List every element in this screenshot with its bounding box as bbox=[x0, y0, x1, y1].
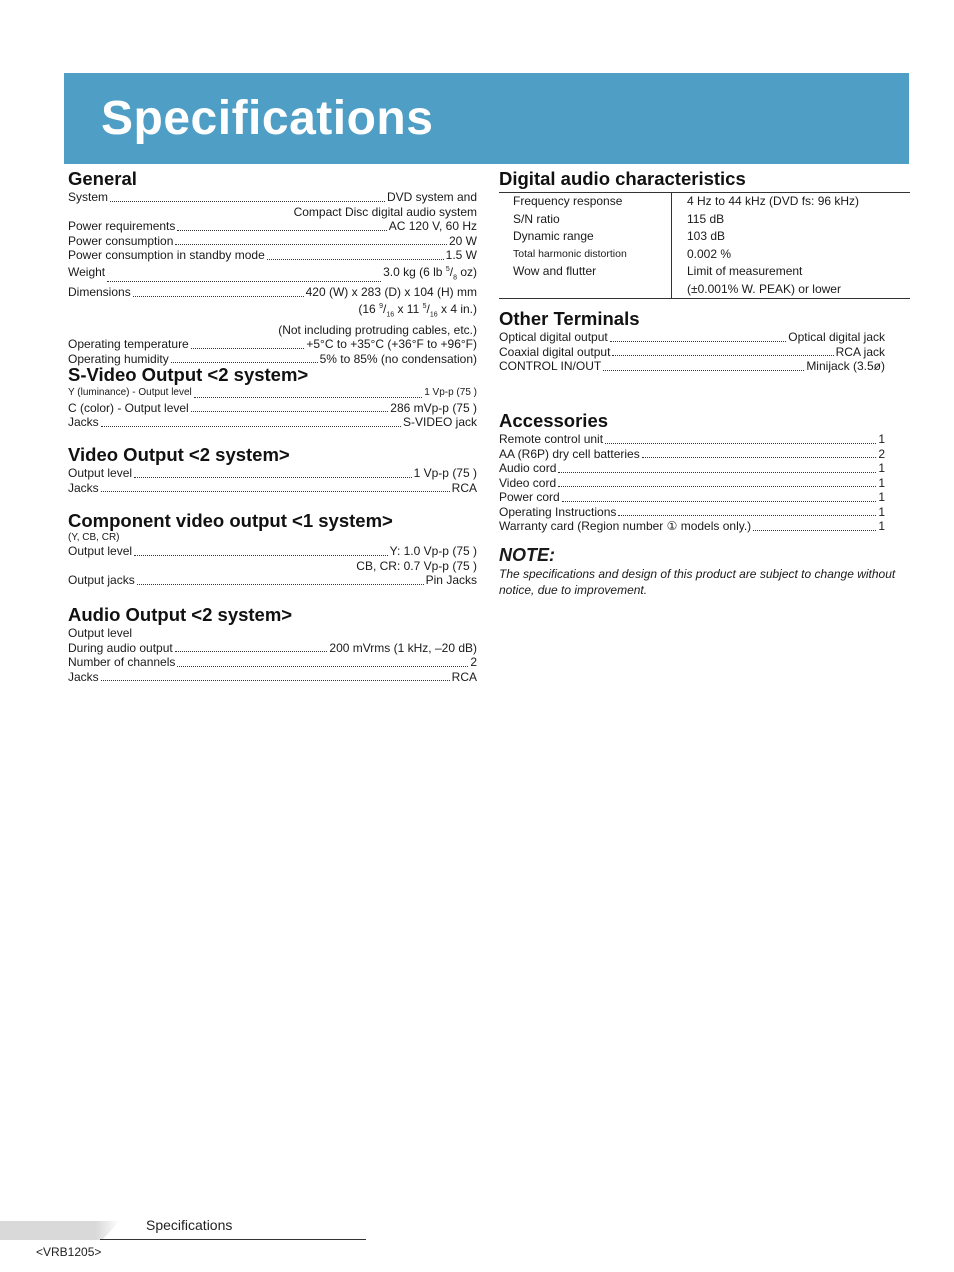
leader-dots bbox=[134, 477, 412, 478]
footer-rule bbox=[100, 1239, 366, 1240]
spec-value: RCA bbox=[451, 669, 477, 684]
spec-value: 5% to 85% (no condensation) bbox=[319, 351, 477, 366]
spec-label: During audio output bbox=[68, 640, 173, 655]
spec-label: Power consumption bbox=[68, 233, 174, 248]
spec-value: 1 Vp-p (75 ) bbox=[413, 466, 477, 480]
table-row bbox=[499, 193, 910, 211]
leader-dots bbox=[610, 341, 787, 342]
leader-dots bbox=[605, 443, 876, 444]
spec-label: Operating Instructions bbox=[499, 504, 617, 519]
table-label bbox=[499, 281, 672, 299]
fraction-den: 8 bbox=[453, 273, 457, 281]
spec-label: Power cord bbox=[499, 490, 560, 504]
leader-dots bbox=[133, 296, 304, 297]
spec-label: Optical digital output bbox=[499, 330, 608, 344]
spec-row bbox=[68, 234, 477, 249]
leader-dots bbox=[642, 457, 877, 458]
spec-value: 3.0 kg (6 lb $^5/_8$ oz) bbox=[383, 264, 477, 281]
leader-dots bbox=[175, 244, 447, 245]
spec-label: Power requirements bbox=[68, 219, 176, 233]
spec-label: Audio cord bbox=[499, 461, 557, 475]
spec-value: 20 W bbox=[448, 233, 477, 248]
component-sub: (Y, CB, CR) bbox=[68, 532, 120, 543]
dim-part: (16 bbox=[358, 301, 376, 316]
video-heading: Video Output <2 system> bbox=[68, 444, 290, 465]
spec-label: Output jacks bbox=[68, 573, 135, 587]
general-heading: General bbox=[68, 168, 137, 189]
spec-value: 1 bbox=[878, 461, 885, 475]
leader-dots bbox=[101, 680, 450, 681]
spec-label: Number of channels bbox=[68, 655, 176, 669]
leader-dots bbox=[101, 491, 450, 492]
table-value: 103 dB bbox=[687, 229, 726, 243]
leader-dots bbox=[177, 230, 386, 231]
spec-row bbox=[68, 401, 477, 416]
leader-dots bbox=[558, 472, 876, 473]
leader-dots bbox=[191, 348, 305, 349]
table-label: Frequency response bbox=[499, 193, 672, 211]
spec-row bbox=[499, 490, 885, 505]
spec-value: S-VIDEO jack bbox=[402, 415, 477, 429]
digital-section bbox=[499, 168, 910, 299]
spec-value: 1 bbox=[878, 432, 885, 446]
svideo-heading: S-Video Output <2 system> bbox=[68, 364, 309, 385]
spec-row bbox=[68, 573, 477, 588]
weight-value: 3.0 kg (6 lb bbox=[383, 264, 443, 279]
spec-value: 1 bbox=[878, 504, 885, 519]
weight-unit: oz) bbox=[460, 264, 477, 279]
spec-value: 200 mVrms (1 kHz, –20 dB) bbox=[329, 640, 477, 655]
table-value: 0.002 % bbox=[687, 246, 732, 261]
spec-row bbox=[68, 466, 477, 481]
table-label: S/N ratio bbox=[499, 211, 672, 229]
table-label: Total harmonic distortion bbox=[499, 246, 672, 264]
audio-section bbox=[68, 604, 477, 684]
spec-value: AC 120 V, 60 Hz bbox=[388, 219, 477, 233]
leader-dots bbox=[177, 666, 468, 667]
spec-value: 420 (W) x 283 (D) x 104 (H) mm bbox=[305, 285, 477, 300]
spec-row bbox=[68, 386, 477, 401]
note-section bbox=[499, 544, 910, 598]
leader-dots bbox=[618, 515, 876, 516]
spec-label: Jacks bbox=[68, 480, 99, 495]
spec-label: System bbox=[68, 190, 109, 204]
accessories-heading: Accessories bbox=[499, 410, 609, 431]
accessories-section bbox=[499, 410, 885, 534]
leader-dots bbox=[603, 370, 804, 371]
leader-dots bbox=[267, 259, 444, 260]
general-section bbox=[68, 168, 477, 366]
title-banner bbox=[64, 73, 909, 164]
spec-value: 1 bbox=[878, 490, 885, 504]
spec-row bbox=[499, 359, 885, 374]
spec-label: Video cord bbox=[499, 475, 557, 490]
spec-label: Output level bbox=[68, 544, 133, 558]
spec-value: 1 bbox=[878, 519, 885, 533]
spec-row bbox=[68, 337, 477, 352]
fraction-den: 16 bbox=[386, 311, 395, 319]
spec-value: Y: 1.0 Vp-p (75 ) bbox=[389, 544, 477, 558]
spec-row bbox=[499, 476, 885, 491]
digital-table bbox=[499, 192, 910, 299]
leader-dots bbox=[191, 411, 389, 412]
table-row bbox=[499, 281, 910, 299]
spec-label: AA (R6P) dry cell batteries bbox=[499, 446, 640, 461]
spec-label: Power consumption in standby mode bbox=[68, 248, 265, 262]
spec-value: 1 bbox=[878, 475, 885, 490]
spec-label: Y (luminance) - Output level bbox=[68, 387, 192, 398]
spec-value: 286 mVp-p (75 ) bbox=[390, 400, 477, 415]
table-value: 115 dB bbox=[687, 211, 725, 226]
leader-dots bbox=[612, 355, 833, 356]
spec-row bbox=[499, 461, 885, 476]
spec-row bbox=[68, 544, 477, 559]
leader-dots bbox=[107, 281, 381, 282]
table-label: Dynamic range bbox=[499, 228, 672, 246]
spec-row-system bbox=[68, 190, 477, 205]
terminals-heading: Other Terminals bbox=[499, 308, 640, 329]
spec-value: Optical digital jack bbox=[788, 330, 885, 344]
table-row bbox=[499, 246, 910, 264]
spec-row-weight bbox=[68, 263, 477, 286]
footer-tab-shape bbox=[0, 1221, 120, 1240]
note-heading: NOTE: bbox=[499, 545, 555, 565]
spec-label: Coaxial digital output bbox=[499, 344, 611, 359]
spec-label: Dimensions bbox=[68, 285, 131, 300]
leader-dots bbox=[101, 426, 401, 427]
table-value: 4 Hz to 44 kHz (DVD fs: 96 kHz) bbox=[687, 194, 860, 208]
leader-dots bbox=[175, 651, 328, 652]
fraction-num: 5 bbox=[445, 265, 450, 273]
fraction-num: 9 bbox=[379, 302, 383, 310]
table-value: (±0.001% W. PEAK) or lower bbox=[687, 281, 841, 296]
spec-row bbox=[68, 248, 477, 263]
leader-dots bbox=[194, 397, 422, 398]
spec-continuation: CB, CR: 0.7 Vp-p (75 ) bbox=[356, 558, 477, 573]
component-heading: Component video output <1 system> bbox=[68, 510, 393, 531]
spec-value: +5°C to +35°C (+36°F to +96°F) bbox=[306, 337, 477, 352]
dim-part: x 11 bbox=[397, 301, 420, 316]
spec-row bbox=[68, 415, 477, 430]
spec-label: Output level bbox=[68, 466, 133, 480]
spec-row-dimensions bbox=[68, 285, 477, 300]
leader-dots bbox=[753, 530, 876, 531]
leader-dots bbox=[134, 555, 388, 556]
spec-value: 1 Vp-p (75 ) bbox=[424, 387, 477, 398]
footer-doc-code: <VRB1205> bbox=[36, 1245, 102, 1259]
leader-dots bbox=[562, 501, 877, 502]
spec-value: Pin Jacks bbox=[425, 573, 477, 587]
dimensions-inches: (16 $^9/_{16}$ x 11 $^5/_{16}$ x 4 in.) bbox=[358, 301, 477, 319]
table-value: Limit of measurement bbox=[687, 264, 803, 278]
spec-row bbox=[499, 505, 885, 520]
spec-value: 2 bbox=[470, 655, 477, 669]
component-section bbox=[68, 510, 477, 588]
spec-row bbox=[68, 641, 477, 656]
leader-dots bbox=[110, 201, 385, 202]
table-row bbox=[499, 228, 910, 246]
page-title: Specifications bbox=[101, 92, 434, 145]
spec-value: RCA bbox=[451, 480, 477, 495]
spec-label: Operating temperature bbox=[68, 337, 189, 352]
spec-row bbox=[68, 670, 477, 685]
dim-part: x 4 in.) bbox=[440, 301, 477, 316]
video-section bbox=[68, 444, 477, 495]
spec-row bbox=[68, 481, 477, 496]
spec-label: Operating humidity bbox=[68, 351, 169, 366]
spec-label: Remote control unit bbox=[499, 432, 604, 446]
spec-value: Minijack (3.5ø) bbox=[806, 359, 885, 373]
spec-value: RCA jack bbox=[835, 344, 885, 359]
spec-continuation: Compact Disc digital audio system bbox=[293, 204, 477, 219]
spec-value: 1.5 W bbox=[445, 248, 477, 262]
footer-section-label: Specifications bbox=[146, 1217, 233, 1233]
spec-row bbox=[499, 447, 885, 462]
spec-value: DVD system and bbox=[386, 190, 477, 204]
spec-row bbox=[499, 519, 885, 534]
spec-row bbox=[499, 432, 885, 447]
spec-label: Weight bbox=[68, 264, 106, 279]
svideo-section bbox=[68, 364, 477, 430]
spec-row bbox=[68, 219, 477, 234]
spec-row bbox=[68, 655, 477, 670]
note-text: The specifications and design of this product are subject to change without notice, due to improvement. bbox=[499, 567, 896, 597]
spec-label: CONTROL IN/OUT bbox=[499, 359, 602, 373]
digital-heading: Digital audio characteristics bbox=[499, 168, 746, 189]
audio-sub: Output level bbox=[68, 626, 133, 640]
spec-label: Jacks bbox=[68, 415, 99, 429]
dimensions-note: (Not including protruding cables, etc.) bbox=[278, 322, 477, 337]
spec-label: Warranty card (Region number ① models only.) bbox=[499, 519, 752, 533]
table-label: Wow and flutter bbox=[499, 263, 672, 281]
leader-dots bbox=[137, 584, 424, 585]
spec-row bbox=[499, 345, 885, 360]
fraction-den: 16 bbox=[429, 311, 438, 319]
spec-label: Jacks bbox=[68, 669, 99, 684]
table-row bbox=[499, 263, 910, 281]
spec-label: C (color) - Output level bbox=[68, 400, 189, 415]
table-row bbox=[499, 211, 910, 229]
terminals-section bbox=[499, 308, 885, 374]
spec-row bbox=[499, 330, 885, 345]
leader-dots bbox=[558, 486, 876, 487]
fraction-num: 5 bbox=[422, 302, 427, 310]
spec-value: 2 bbox=[878, 446, 885, 461]
audio-heading: Audio Output <2 system> bbox=[68, 604, 293, 625]
